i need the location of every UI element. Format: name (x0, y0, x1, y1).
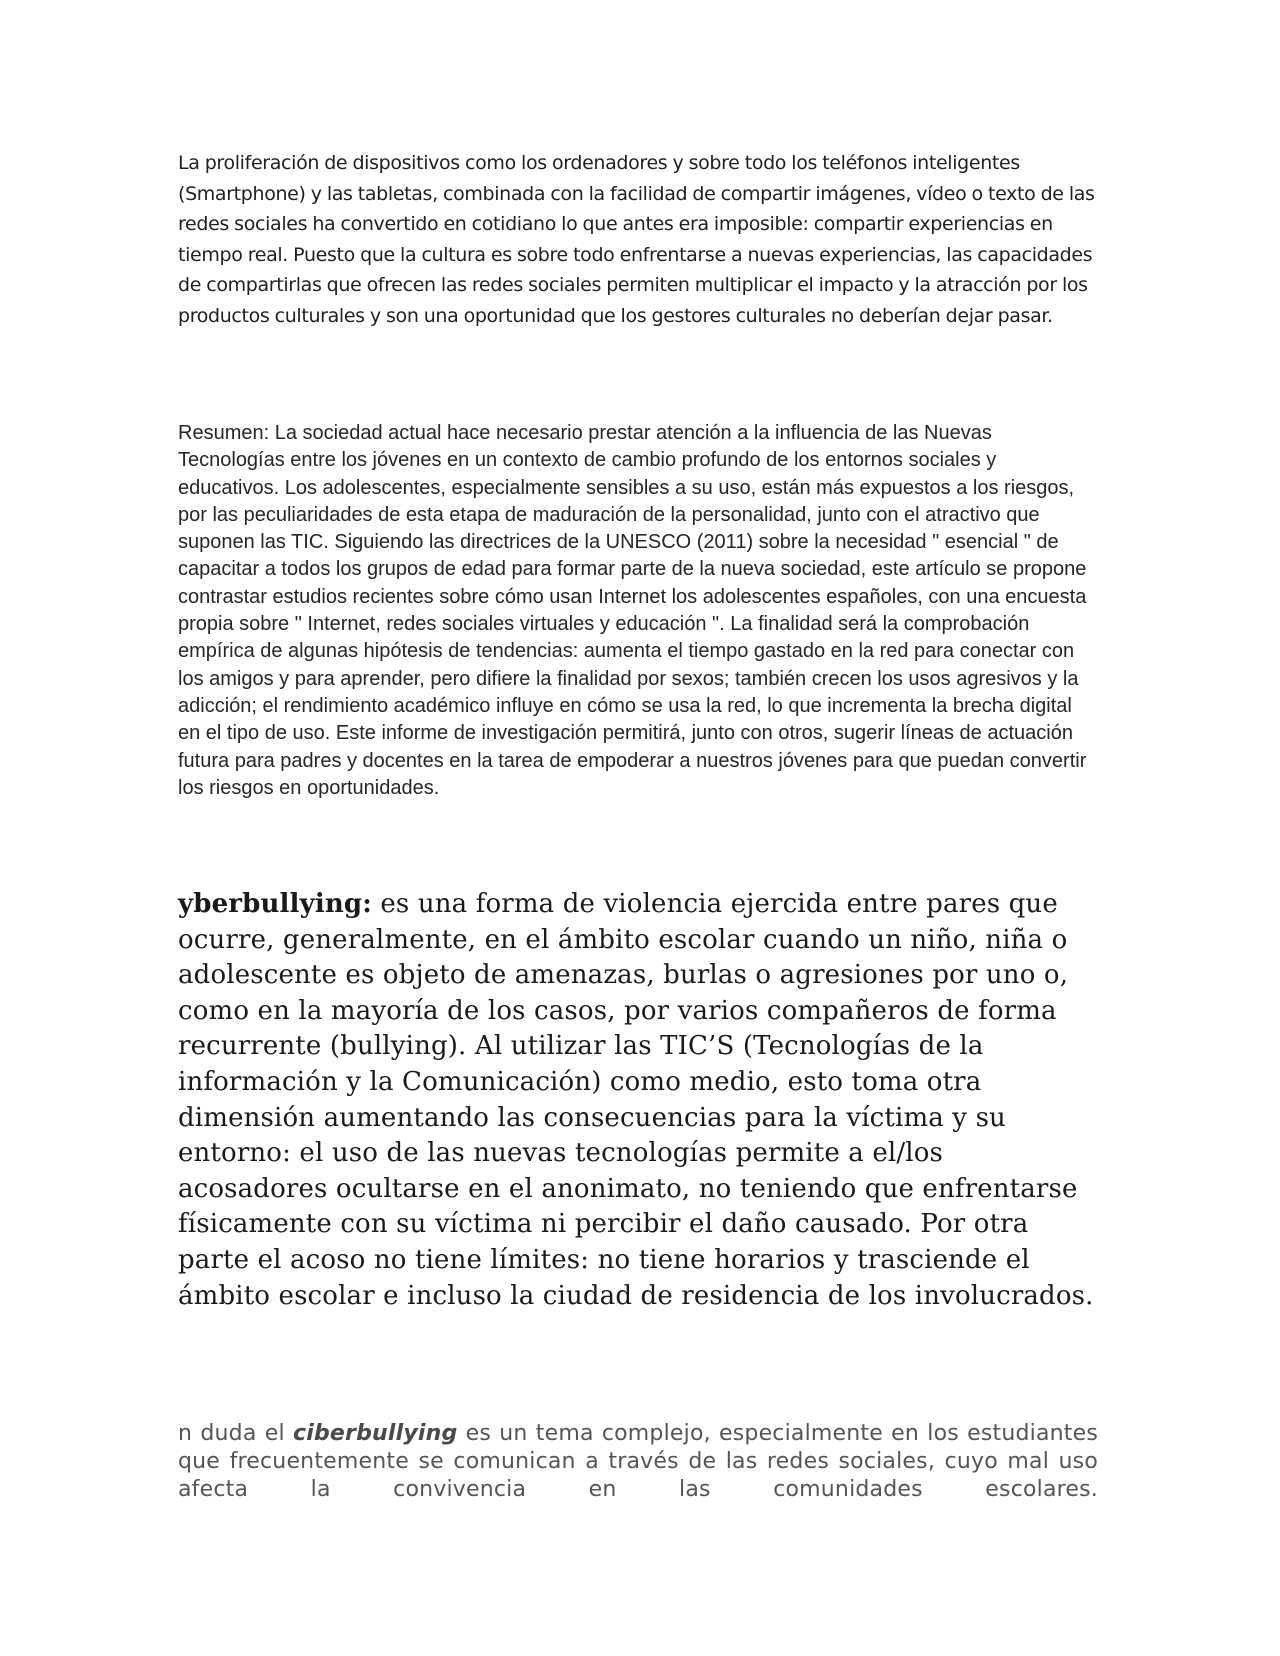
abstract-paragraph: Resumen: La sociedad actual hace necesario prestar atención a la influencia de las Nuevas Tecnologías entre los jóvenes en un contexto de cambio profundo de los entornos sociales y educativos. Los adolescentes, especialmente sensibles a su uso, están más expuestos a los riesgos, por las peculiaridades de esta etapa de maduración de la personalidad, junto con el atractivo que suponen las TIC. Siguiendo las directrices de la UNESCO (2011) sobre la necesidad " esencial " de capacitar a todos los grupos de edad para formar parte de la nueva sociedad, este artículo se propone contrastar estudios recientes sobre cómo usan Internet los adolescentes españoles, con una encuesta propia sobre " Internet, redes sociales virtuales y educación ". La finalidad será la comprobación empírica de algunas hipótesis de tendencias: aumenta el tiempo gastado en la red para conectar con los amigos y para aprender, pero difiere la finalidad por sexos; también crecen los usos agresivos y la adicción; el rendimiento académico influye en cómo se usa la red, lo que incrementa la brecha digital en el tipo de uso. Este informe de investigación permitirá, junto con otros, sugerir líneas de actuación futura para padres y docentes en la tarea de empoderar a nuestros jóvenes para que puedan convertir los riesgos en oportunidades. (178, 422, 1087, 799)
closing-paragraph (178, 1420, 1098, 1504)
closing-lead: n duda el (178, 1421, 293, 1446)
definition-body: es una forma de violencia ejercida entre pares que ocurre, generalmente, en el ámbito escolar cuando un niño, niña o adolescente es objeto de amenazas, burlas o agresiones por uno o, como en la mayoría de los casos, por varios compañeros de forma recurrente (bullying). Al utilizar las TIC’S (Tecnologías de la información y la Comunicación) como medio, esto toma otra dimensión aumentando las consecuencias para la víctima y su entorno: el uso de las nuevas tecnologías permite a el/los acosadores ocultarse en el anonimato, no teniendo que enfrentarse físicamente con su víctima ni percibir el daño causado. Por otra parte el acoso no tiene límites: no tiene horarios y trasciende el ámbito escolar e incluso la ciudad de residencia de los involucrados. (178, 889, 1094, 1311)
closing-rest: es un tema complejo, especialmente en los estudiantes que frecuentemente se comunican a través de las redes sociales, cuyo mal uso afecta la convivencia en las comunidades escolares. (178, 1421, 1098, 1502)
cyberbullying-definition-paragraph (178, 887, 1098, 1314)
definition-term: yberbullying: (178, 889, 372, 919)
intro-paragraph: La proliferación de dispositivos como los ordenadores y sobre todo los teléfonos inteligentes (Smartphone) y las tabletas, combinada con la facilidad de compartir imágenes, vídeo o texto de las redes sociales ha convertido en cotidiano lo que antes era imposible: compartir experiencias en tiempo real. Puesto que la cultura es sobre todo enfrentarse a nuevas experiencias, las capacidades de compartirlas que ofrecen las redes sociales permiten multiplicar el impacto y la atracción por los productos culturales y son una oportunidad que los gestores culturales no deberían dejar pasar. (178, 152, 1095, 327)
closing-emphasis: ciberbullying (292, 1421, 458, 1446)
